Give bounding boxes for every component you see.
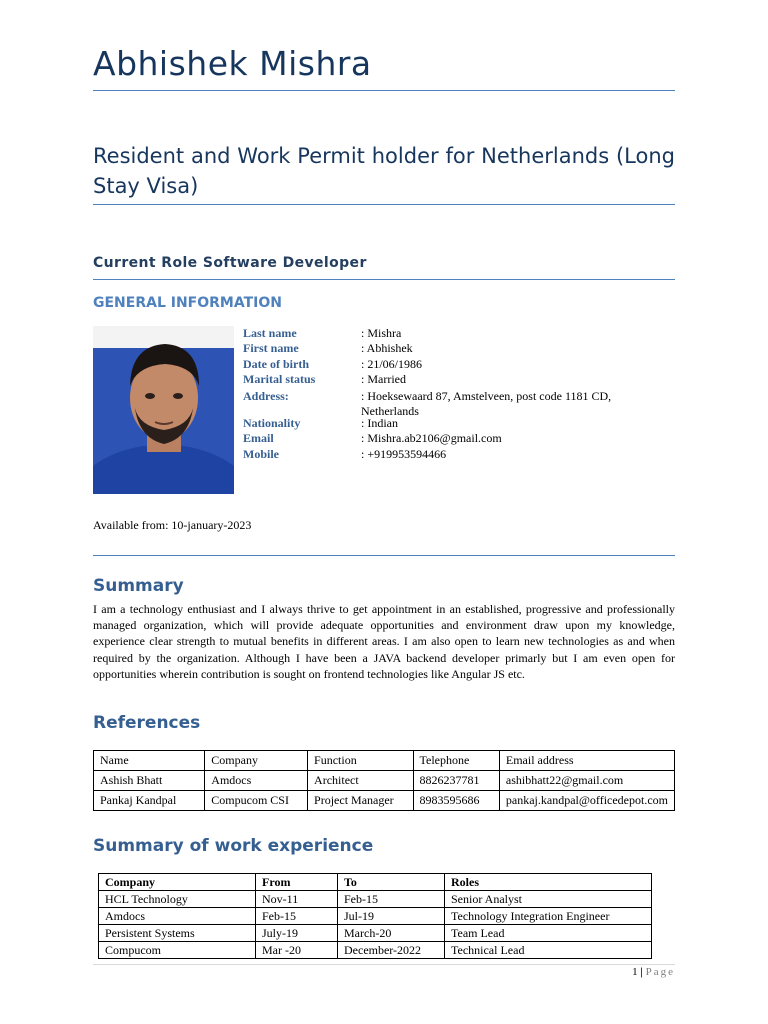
role-rule <box>93 279 675 280</box>
footer-rule <box>93 964 675 965</box>
table-cell: Technical Lead <box>445 942 652 959</box>
page-number: 1 <box>632 966 638 978</box>
table-cell: Compucom <box>99 942 256 959</box>
table-cell: Amdocs <box>205 771 308 791</box>
table-cell: Ashish Bhatt <box>94 771 205 791</box>
column-header: Name <box>94 751 205 771</box>
table-cell: Team Lead <box>445 925 652 942</box>
table-row <box>99 942 652 959</box>
page-label: Page <box>645 966 675 978</box>
table-cell: Persistent Systems <box>99 925 256 942</box>
table-cell: 8826237781 <box>413 771 499 791</box>
column-header: From <box>256 874 338 891</box>
table-cell: ashibhatt22@gmail.com <box>499 771 674 791</box>
references-table <box>93 750 675 811</box>
general-info-heading: GENERAL INFORMATION <box>93 295 282 311</box>
table-row <box>94 791 675 811</box>
column-header: Telephone <box>413 751 499 771</box>
table-row <box>94 771 675 791</box>
column-header: Function <box>308 751 413 771</box>
table-cell: pankaj.kandpal@officedepot.com <box>499 791 674 811</box>
table-header-row <box>99 874 652 891</box>
availability-date: Available from: 10-january-2023 <box>93 518 252 532</box>
page-separator: | <box>640 966 643 978</box>
table-row <box>99 891 652 908</box>
column-header: To <box>338 874 445 891</box>
table-row <box>99 925 652 942</box>
summary-text: I am a technology enthusiast and I always thrive to get appointment in an established, progressive and professionally managed organization, which will provide adequate opportunities and environment draw upon my knowledge, experience clear strength to mutual benefits in different areas. I am also open to learn new technologies as and when required by the organization. Although I have been a JAVA backend developer primarly but I am even open for opportunities wherein contribution is sought on frontend technologies like Angular JS etc. <box>93 602 675 681</box>
table-cell: Project Manager <box>308 791 413 811</box>
candidate-name: Abhishek Mishra <box>93 44 372 83</box>
table-cell: Amdocs <box>99 908 256 925</box>
page-footer <box>632 966 675 978</box>
title-rule <box>93 90 675 91</box>
column-header: Roles <box>445 874 652 891</box>
table-cell: July-19 <box>256 925 338 942</box>
table-cell: Senior Analyst <box>445 891 652 908</box>
table-cell: December-2022 <box>338 942 445 959</box>
table-cell: HCL Technology <box>99 891 256 908</box>
references-heading: References <box>93 713 201 733</box>
table-header-row <box>94 751 675 771</box>
table-cell: 8983595686 <box>413 791 499 811</box>
availability-rule <box>93 555 675 556</box>
work-experience-heading: Summary of work experience <box>93 836 374 856</box>
permit-rule <box>93 204 675 205</box>
table-cell: Mar -20 <box>256 942 338 959</box>
work-experience-table <box>98 873 652 959</box>
column-header: Company <box>99 874 256 891</box>
table-cell: Pankaj Kandpal <box>94 791 205 811</box>
table-cell: Feb-15 <box>256 908 338 925</box>
current-role: Current Role Software Developer <box>93 255 367 271</box>
table-cell: Technology Integration Engineer <box>445 908 652 925</box>
table-cell: Nov-11 <box>256 891 338 908</box>
permit-statement: Resident and Work Permit holder for Netherlands (Long Stay Visa) <box>93 144 675 198</box>
table-cell: March-20 <box>338 925 445 942</box>
column-header: Email address <box>499 751 674 771</box>
table-row <box>99 908 652 925</box>
table-cell: Jul-19 <box>338 908 445 925</box>
table-cell: Compucom CSI <box>205 791 308 811</box>
profile-photo <box>93 326 234 494</box>
table-cell: Architect <box>308 771 413 791</box>
summary-heading: Summary <box>93 576 184 596</box>
table-cell: Feb-15 <box>338 891 445 908</box>
column-header: Company <box>205 751 308 771</box>
